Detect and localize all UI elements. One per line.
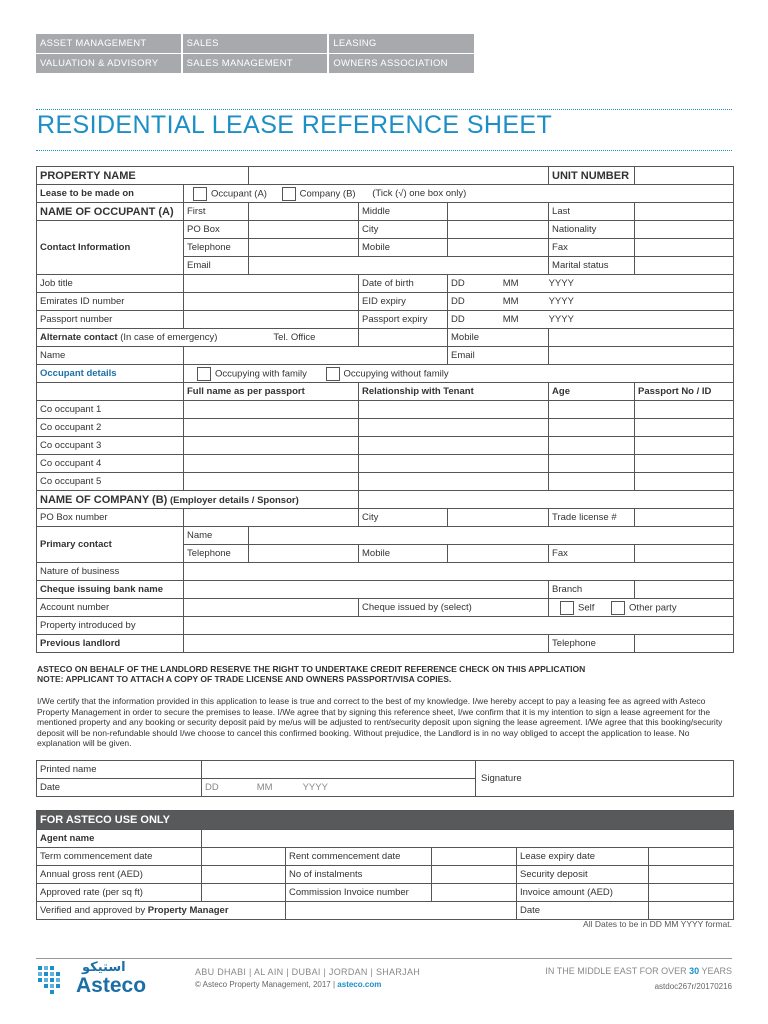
emirates-id-label: Emirates ID number xyxy=(37,293,184,311)
last-name-field[interactable] xyxy=(635,203,734,221)
date-label: Date xyxy=(37,779,202,797)
co-occupant-age-field[interactable] xyxy=(549,419,635,437)
last-label: Last xyxy=(549,203,635,221)
co-occupant-relationship-field[interactable] xyxy=(359,473,549,491)
co-occupant-name-field[interactable] xyxy=(184,401,359,419)
co-occupant-relationship-field[interactable] xyxy=(359,455,549,473)
tagline-pre: IN THE MIDDLE EAST FOR OVER xyxy=(545,966,687,976)
nature-of-business-field[interactable] xyxy=(184,563,734,581)
job-title-field[interactable] xyxy=(184,275,359,293)
verified-by-row xyxy=(37,902,286,920)
co-occupant-label: Co occupant 3 xyxy=(37,437,184,455)
alternate-contact-row xyxy=(37,329,359,347)
property-introduced-label: Property introduced by xyxy=(37,617,184,635)
page-title: RESIDENTIAL LEASE REFERENCE SHEET xyxy=(37,111,553,139)
previous-landlord-field[interactable] xyxy=(184,635,549,653)
first-name-field[interactable] xyxy=(249,203,359,221)
co-occupant-passport-field[interactable] xyxy=(635,473,734,491)
alt-mobile-label: Mobile xyxy=(448,329,549,347)
co-occupant-name-field[interactable] xyxy=(184,455,359,473)
mm-label: MM xyxy=(502,296,519,307)
co-occupant-row xyxy=(37,455,734,473)
lease-type-options xyxy=(184,185,734,203)
first-label: First xyxy=(184,203,249,221)
date-of-birth-field[interactable] xyxy=(448,275,734,293)
service-sales: SALES xyxy=(183,34,328,53)
alternate-contact-label: Alternate contact xyxy=(40,332,118,343)
passport-expiry-field[interactable] xyxy=(448,311,734,329)
landlord-telephone-field[interactable] xyxy=(635,635,734,653)
primary-fax-field[interactable] xyxy=(635,545,734,563)
unit-number-label: UNIT NUMBER xyxy=(549,167,635,185)
passport-expiry-label: Passport expiry xyxy=(359,311,448,329)
contact-information-label: Contact Information xyxy=(37,221,184,275)
credit-check-notice xyxy=(37,664,733,684)
marital-status-label: Marital status xyxy=(549,257,635,275)
divider xyxy=(36,109,732,110)
without-family-checkbox[interactable] xyxy=(326,367,340,381)
middle-name-field[interactable] xyxy=(448,203,549,221)
verified-by-field[interactable] xyxy=(286,902,517,920)
primary-fax-label: Fax xyxy=(549,545,635,563)
security-deposit-field[interactable] xyxy=(649,866,734,884)
footer-divider xyxy=(36,958,732,959)
printed-name-field[interactable] xyxy=(202,761,476,779)
copyright-text: © Asteco Property Management, 2017 | xyxy=(195,980,336,989)
primary-mobile-field[interactable] xyxy=(448,545,549,563)
co-occupant-relationship-field[interactable] xyxy=(359,437,549,455)
co-occupant-row xyxy=(37,419,734,437)
co-occupant-label: Co occupant 4 xyxy=(37,455,184,473)
co-occupant-row xyxy=(37,437,734,455)
doc-reference: astdoc267r/20170216 xyxy=(654,982,732,991)
asteco-logo xyxy=(36,962,166,998)
self-label: Self xyxy=(578,602,595,614)
co-occupant-passport-field[interactable] xyxy=(635,437,734,455)
name-of-occupant-label: NAME OF OCCUPANT (A) xyxy=(37,203,184,221)
empty-cell xyxy=(37,383,184,401)
nationality-label: Nationality xyxy=(549,221,635,239)
signature-table xyxy=(36,760,734,797)
primary-mobile-label: Mobile xyxy=(359,545,448,563)
without-family-label: Occupying without family xyxy=(343,368,449,380)
service-valuation: VALUATION & ADVISORY xyxy=(36,54,181,73)
verified-by-label: Verified and approved by xyxy=(40,905,146,916)
service-sales-management: SALES MANAGEMENT xyxy=(183,54,328,73)
date-format-note: All Dates to be in DD MM YYYY format. xyxy=(583,919,732,929)
yyyy-label: YYYY xyxy=(548,278,574,289)
primary-name-label: Name xyxy=(184,527,249,545)
occupant-checkbox[interactable] xyxy=(193,187,207,201)
service-row xyxy=(36,34,474,53)
annual-rent-field[interactable] xyxy=(202,866,286,884)
city-field[interactable] xyxy=(448,221,549,239)
previous-landlord-label: Previous landlord xyxy=(37,635,184,653)
alt-name-label: Name xyxy=(37,347,184,365)
full-name-header: Full name as per passport xyxy=(184,383,359,401)
city-label: City xyxy=(359,221,448,239)
co-occupant-name-field[interactable] xyxy=(184,419,359,437)
company-b-label: Company (B) xyxy=(299,188,356,200)
security-deposit-label: Security deposit xyxy=(517,866,649,884)
other-party-label: Other party xyxy=(629,602,677,614)
service-leasing: LEASING xyxy=(329,34,474,53)
occupant-a-label: Occupant (A) xyxy=(211,188,267,200)
notice-line: ASTECO ON BEHALF OF THE LANDLORD RESERVE THE RIGHT TO UNDERTAKE CREDIT REFERENCE CHECK ON THIS APPLICATION xyxy=(37,664,586,674)
occupant-details-label: Occupant details xyxy=(37,365,184,383)
cheque-issued-options xyxy=(549,599,734,617)
mm-label: MM xyxy=(502,278,519,289)
eid-expiry-label: EID expiry xyxy=(359,293,448,311)
notice-line: NOTE: APPLICANT TO ATTACH A COPY OF TRADE LICENSE AND OWNERS PASSPORT/VISA COPIES. xyxy=(37,674,452,684)
tel-office-field[interactable] xyxy=(359,329,448,347)
trade-license-label: Trade license # xyxy=(549,509,635,527)
passport-number-label: Passport number xyxy=(37,311,184,329)
middle-label: Middle xyxy=(359,203,448,221)
company-name-field[interactable] xyxy=(359,491,734,509)
cheque-bank-label: Cheque issuing bank name xyxy=(37,581,184,599)
co-occupant-relationship-field[interactable] xyxy=(359,401,549,419)
company-checkbox[interactable] xyxy=(282,187,296,201)
passport-id-header: Passport No / ID xyxy=(635,383,734,401)
landlord-telephone-label: Telephone xyxy=(549,635,635,653)
fax-label: Fax xyxy=(549,239,635,257)
trade-license-field[interactable] xyxy=(635,509,734,527)
name-of-company-label: NAME OF COMPANY (B) xyxy=(40,493,168,506)
verified-date-label: Date xyxy=(517,902,649,920)
alt-name-field[interactable] xyxy=(184,347,448,365)
invoice-amount-field[interactable] xyxy=(649,884,734,902)
company-city-label: City xyxy=(359,509,448,527)
tagline-post: YEARS xyxy=(701,966,732,976)
mobile-field[interactable] xyxy=(448,239,549,257)
alt-email-label: Email xyxy=(448,347,549,365)
email-field[interactable] xyxy=(249,257,549,275)
tagline-number: 30 xyxy=(689,966,700,976)
emirates-id-field[interactable] xyxy=(184,293,359,311)
co-occupant-passport-field[interactable] xyxy=(635,455,734,473)
occupancy-options xyxy=(184,365,734,383)
yyyy-label: YYYY xyxy=(302,782,328,793)
alt-mobile-field[interactable] xyxy=(549,329,734,347)
service-row xyxy=(36,54,474,73)
mm-label: MM xyxy=(256,782,273,793)
co-occupant-row xyxy=(37,401,734,419)
account-number-field[interactable] xyxy=(184,599,359,617)
po-box-number-field[interactable] xyxy=(184,509,359,527)
certification-text: I/We certify that the information provided in this application to lease is true and correct to the best of my knowledge. I/we hereby accept to pay a leasing fee as agreed with Asteco Property Management in order to secure the premises to lease. I/We agree that by signing this reference sheet, I/we confirm that it is my intention to sign a lease agreement for the mentioned property and any booking or security deposit paid by me/us will be adjusted to rent/security deposit upon signing the lease agreement. I/We agree that this booking/security deposit will be non-refundable should I/we choose to cancel this confirmed booking. Without prejudice, the Landlord is in no way obliged to accept the application to lease. No explanation will be given. xyxy=(37,696,723,748)
yyyy-label: YYYY xyxy=(548,296,574,307)
invoice-amount-label: Invoice amount (AED) xyxy=(517,884,649,902)
co-occupant-row xyxy=(37,473,734,491)
co-occupant-label: Co occupant 5 xyxy=(37,473,184,491)
co-occupant-name-field[interactable] xyxy=(184,473,359,491)
approved-rate-field[interactable] xyxy=(202,884,286,902)
alt-email-field[interactable] xyxy=(549,347,734,365)
job-title-label: Job title xyxy=(37,275,184,293)
co-occupant-age-field[interactable] xyxy=(549,437,635,455)
mm-label: MM xyxy=(502,314,519,325)
service-bar xyxy=(36,34,474,74)
date-field[interactable] xyxy=(202,779,476,797)
co-occupant-age-field[interactable] xyxy=(549,455,635,473)
asteco-use-table xyxy=(36,810,734,920)
self-checkbox[interactable] xyxy=(560,601,574,615)
nature-of-business-label: Nature of business xyxy=(37,563,184,581)
co-occupant-label: Co occupant 2 xyxy=(37,419,184,437)
branch-field[interactable] xyxy=(635,581,734,599)
nationality-field[interactable] xyxy=(635,221,734,239)
commission-invoice-label: Commission Invoice number xyxy=(286,884,432,902)
co-occupant-name-field[interactable] xyxy=(184,437,359,455)
property-name-field[interactable] xyxy=(249,167,549,185)
dd-label: DD xyxy=(205,782,219,793)
lease-expiry-label: Lease expiry date xyxy=(517,848,649,866)
unit-number-field[interactable] xyxy=(635,167,734,185)
co-occupant-passport-field[interactable] xyxy=(635,401,734,419)
printed-name-label: Printed name xyxy=(37,761,202,779)
primary-telephone-label: Telephone xyxy=(184,545,249,563)
cheque-bank-field[interactable] xyxy=(184,581,549,599)
branch-label: Branch xyxy=(549,581,635,599)
fax-field[interactable] xyxy=(635,239,734,257)
annual-rent-label: Annual gross rent (AED) xyxy=(37,866,202,884)
with-family-label: Occupying with family xyxy=(215,368,307,380)
no-instalments-label: No of instalments xyxy=(286,866,432,884)
date-of-birth-label: Date of birth xyxy=(359,275,448,293)
approved-rate-label: Approved rate (per sq ft) xyxy=(37,884,202,902)
company-heading xyxy=(37,491,359,509)
rent-commencement-label: Rent commencement date xyxy=(286,848,432,866)
po-box-number-label: PO Box number xyxy=(37,509,184,527)
mobile-label: Mobile xyxy=(359,239,448,257)
agent-name-field[interactable] xyxy=(202,830,734,848)
dd-label: DD xyxy=(451,296,465,307)
property-name-label: PROPERTY NAME xyxy=(37,167,249,185)
lease-expiry-field[interactable] xyxy=(649,848,734,866)
po-box-field[interactable] xyxy=(249,221,359,239)
commission-invoice-field[interactable] xyxy=(432,884,517,902)
co-occupant-label: Co occupant 1 xyxy=(37,401,184,419)
no-instalments-field[interactable] xyxy=(432,866,517,884)
tel-office-label: Tel. Office xyxy=(273,332,316,343)
signature-field[interactable] xyxy=(476,761,734,797)
account-number-label: Account number xyxy=(37,599,184,617)
signature-label: Signature xyxy=(481,773,522,784)
co-occupant-age-field[interactable] xyxy=(549,473,635,491)
primary-name-field[interactable] xyxy=(249,527,734,545)
telephone-field[interactable] xyxy=(249,239,359,257)
co-occupant-relationship-field[interactable] xyxy=(359,419,549,437)
dd-label: DD xyxy=(451,314,465,325)
tick-note: (Tick (√) one box only) xyxy=(372,188,467,200)
telephone-label: Telephone xyxy=(184,239,249,257)
passport-number-field[interactable] xyxy=(184,311,359,329)
eid-expiry-field[interactable] xyxy=(448,293,734,311)
primary-telephone-field[interactable] xyxy=(249,545,359,563)
service-owners-association: OWNERS ASSOCIATION xyxy=(329,54,474,73)
logo-text: Asteco xyxy=(76,974,147,997)
asteco-logo-icon xyxy=(36,962,72,998)
asteco-use-header: FOR ASTECO USE ONLY xyxy=(37,811,734,830)
rent-commencement-field[interactable] xyxy=(432,848,517,866)
divider xyxy=(36,150,732,151)
lease-form-table xyxy=(36,166,734,653)
cheque-issued-by-label: Cheque issued by (select) xyxy=(359,599,549,617)
lease-made-on-label: Lease to be made on xyxy=(37,185,184,203)
property-introduced-field[interactable] xyxy=(184,617,734,635)
verified-date-field[interactable] xyxy=(649,902,734,920)
co-occupant-passport-field[interactable] xyxy=(635,419,734,437)
term-commencement-field[interactable] xyxy=(202,848,286,866)
property-manager-label: Property Manager xyxy=(147,905,229,916)
footer-copyright xyxy=(195,980,381,989)
yyyy-label: YYYY xyxy=(548,314,574,325)
term-commencement-label: Term commencement date xyxy=(37,848,202,866)
relationship-header: Relationship with Tenant xyxy=(359,383,549,401)
dd-label: DD xyxy=(451,278,465,289)
co-occupant-age-field[interactable] xyxy=(549,401,635,419)
marital-status-field[interactable] xyxy=(635,257,734,275)
other-party-checkbox[interactable] xyxy=(611,601,625,615)
email-label: Email xyxy=(184,257,249,275)
company-city-field[interactable] xyxy=(448,509,549,527)
logo-arabic: استيكو xyxy=(82,960,126,975)
alternate-contact-note: (In case of emergency) xyxy=(120,332,218,343)
po-box-label: PO Box xyxy=(184,221,249,239)
website-link[interactable]: asteco.com xyxy=(337,980,382,989)
age-header: Age xyxy=(549,383,635,401)
footer-cities: ABU DHABI | AL AIN | DUBAI | JORDAN | SHARJAH xyxy=(195,967,421,977)
employer-details-label: (Employer details / Sponsor) xyxy=(169,494,299,506)
with-family-checkbox[interactable] xyxy=(197,367,211,381)
primary-contact-label: Primary contact xyxy=(37,527,184,563)
agent-name-label: Agent name xyxy=(37,830,202,848)
service-asset-management: ASSET MANAGEMENT xyxy=(36,34,181,53)
footer-tagline xyxy=(545,966,732,976)
